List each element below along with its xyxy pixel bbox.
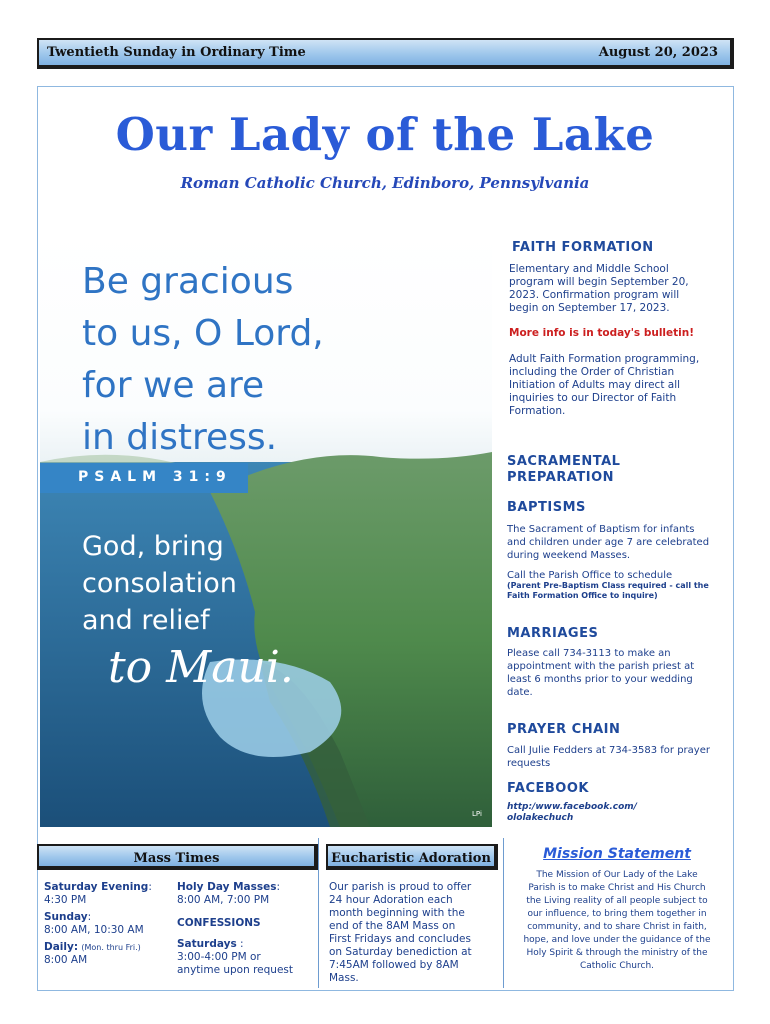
poster-line-1: Be gracious	[82, 261, 294, 302]
text-line: Initiation of Adults may direct all	[509, 379, 681, 391]
adoration-title: Eucharistic Adoration	[331, 851, 491, 866]
mass-times-weekend: Saturday Evening: 4:30 PM Sunday: 8:00 AM, 10:30 AM Daily: (Mon. thru Fri.) 8:00 AM	[44, 881, 174, 967]
text-line: Mass.	[329, 972, 359, 984]
adoration-text	[329, 881, 501, 985]
text-line: 2023. Confirmation program will	[509, 289, 680, 301]
text-line: 7:45AM followed by 8AM	[329, 959, 459, 971]
text-line: Call Julie Fedders at 734-3583 for prayer	[507, 745, 710, 756]
page-subtitle: Roman Catholic Church, Edinboro, Pennsylvania	[180, 174, 590, 192]
header-bar	[37, 38, 734, 69]
saturdays-time: 3:00-4:00 PM or	[177, 951, 261, 963]
text-line: including the Order of Christian	[509, 366, 675, 378]
baptisms-schedule: Call the Parish Office to schedule	[507, 570, 673, 581]
text-line: our influence, to bring them together in	[527, 909, 707, 919]
text-line: Holy Spirit & through the ministry of the	[526, 948, 708, 958]
daily-label: Daily:	[44, 941, 79, 953]
text-line: Our parish is proud to offer	[329, 881, 472, 893]
text-line: The Mission of Our Lady of the Lake	[536, 870, 698, 880]
mass-times-holy: Holy Day Masses: 8:00 AM, 7:00 PM CONFESSIONS Saturdays : 3:00-4:00 PM or anytime upon request	[177, 881, 317, 977]
daily-note: (Mon. thru Fri.)	[81, 943, 141, 952]
text-line: hope, and love under the guidance of the	[523, 935, 711, 945]
poster-line-2: to us, O Lord,	[82, 313, 324, 354]
poster-credit: LPi	[472, 810, 482, 818]
heading-line: SACRAMENTAL	[507, 454, 621, 469]
sacramental-heading	[507, 454, 620, 486]
column-divider	[503, 838, 504, 988]
saturday-label: Saturday Evening	[44, 881, 149, 893]
text-line: The Sacrament of Baptism for infants	[507, 524, 695, 535]
facebook-heading: FACEBOOK	[507, 781, 589, 796]
facebook-link[interactable]	[507, 802, 637, 824]
text-line: Adult Faith Formation programming,	[509, 353, 700, 365]
adoration-header	[326, 844, 498, 870]
poster-image	[40, 232, 492, 827]
saturdays-label: Saturdays	[177, 938, 237, 950]
confessions-heading: CONFESSIONS	[177, 917, 261, 929]
text-line: least 6 months prior to your wedding	[507, 674, 693, 685]
psalm-reference: PSALM 31:9	[78, 469, 232, 485]
text-line: month beginning with the	[329, 907, 465, 919]
text-line: inquiries to our Director of Faith	[509, 392, 677, 404]
prayer-chain-text	[507, 744, 734, 770]
text-line: requests	[507, 758, 551, 769]
liturgical-date: Twentieth Sunday in Ordinary Time	[47, 45, 306, 60]
sunday-label: Sunday	[44, 911, 88, 923]
baptisms-text	[507, 523, 734, 562]
faith-formation-text	[509, 263, 734, 315]
column-divider	[318, 838, 319, 988]
text-line: and children under age 7 are celebrated	[507, 537, 710, 548]
mass-times-title: Mass Times	[133, 851, 220, 866]
text-line: the Living reality of all people subject to	[526, 896, 708, 906]
link-line[interactable]: http:/www.facebook.com/	[507, 802, 637, 812]
saturdays-time: anytime upon request	[177, 964, 294, 976]
text-line: end of the 8AM Mass on	[329, 920, 456, 932]
bulletin-date: August 20, 2023	[598, 45, 718, 60]
link-line[interactable]: ololakechuch	[507, 813, 574, 823]
holy-day-time: 8:00 AM, 7:00 PM	[177, 894, 270, 906]
text-line: date.	[507, 687, 533, 698]
mission-heading: Mission Statement	[543, 846, 691, 862]
poster-script: to Maui.	[108, 642, 294, 693]
text-line: Please call 734-3113 to make an	[507, 648, 671, 659]
faith-formation-heading: FAITH FORMATION	[512, 240, 654, 255]
text-line: begin on September 17, 2023.	[509, 302, 670, 314]
text-line: Catholic Church.	[579, 961, 655, 971]
text-line: program will begin September 20,	[509, 276, 689, 288]
poster-line-4: in distress.	[82, 417, 278, 458]
page-title: Our Lady of the Lake	[115, 108, 655, 161]
baptisms-note	[507, 581, 734, 601]
text-line: Elementary and Middle School	[509, 263, 669, 275]
text-line: community, and to share Christ in faith,	[527, 922, 707, 932]
holy-day-label: Holy Day Masses	[177, 881, 277, 893]
bulletin-note: More info is in today's bulletin!	[509, 327, 695, 339]
sunday-time: 8:00 AM, 10:30 AM	[44, 924, 144, 936]
daily-time: 8:00 AM	[44, 954, 88, 966]
text-line: Faith Formation Office to inquire)	[507, 591, 658, 600]
marriages-heading: MARRIAGES	[507, 626, 599, 641]
mission-text	[505, 869, 729, 973]
text-line: (Parent Pre-Baptism Class required - call the	[507, 581, 709, 590]
saturday-time: 4:30 PM	[44, 894, 87, 906]
poster-line-7: and relief	[82, 605, 210, 636]
prayer-chain-heading: PRAYER CHAIN	[507, 722, 621, 737]
baptisms-heading: BAPTISMS	[507, 500, 586, 515]
adult-formation-text	[509, 353, 734, 418]
text-line: Parish is to make Christ and His Church	[528, 883, 706, 893]
mass-times-header	[37, 844, 318, 870]
text-line: 24 hour Adoration each	[329, 894, 453, 906]
heading-line: PREPARATION	[507, 470, 615, 485]
text-line: Formation.	[509, 405, 566, 417]
poster-line-5: God, bring	[82, 531, 224, 562]
text-line: appointment with the parish priest at	[507, 661, 695, 672]
text-line: on Saturday benediction at	[329, 946, 472, 958]
poster-line-6: consolation	[82, 568, 237, 599]
marriages-text	[507, 647, 734, 699]
text-line: First Fridays and concludes	[329, 933, 471, 945]
poster-line-3: for we are	[82, 365, 265, 406]
text-line: during weekend Masses.	[507, 550, 631, 561]
